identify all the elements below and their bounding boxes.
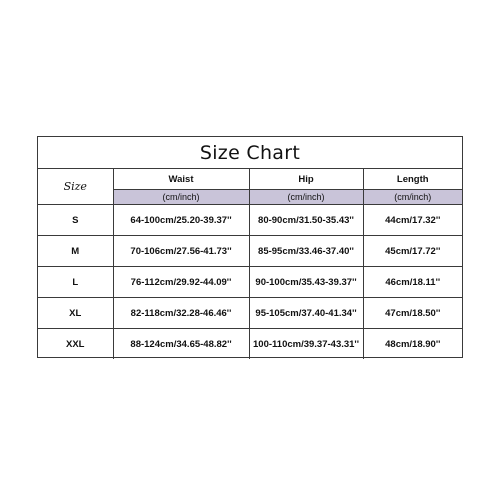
hip-cell: 80-90cm/31.50-35.43'' xyxy=(249,205,363,236)
table-row xyxy=(38,267,462,298)
hip-cell: 90-100cm/35.43-39.37'' xyxy=(249,267,363,298)
length-column-header: Length xyxy=(363,169,462,190)
table-row xyxy=(38,298,462,329)
length-cell: 47cm/18.50'' xyxy=(363,298,462,329)
length-cell: 44cm/17.32'' xyxy=(363,205,462,236)
table-row xyxy=(38,329,462,360)
table-row xyxy=(38,236,462,267)
size-chart xyxy=(37,136,463,358)
length-unit: (cm/inch) xyxy=(363,190,462,205)
hip-cell: 100-110cm/39.37-43.31'' xyxy=(249,329,363,360)
waist-column-header: Waist xyxy=(113,169,249,190)
size-cell: M xyxy=(38,236,113,267)
length-cell: 45cm/17.72'' xyxy=(363,236,462,267)
size-cell: L xyxy=(38,267,113,298)
waist-cell: 70-106cm/27.56-41.73'' xyxy=(113,236,249,267)
waist-cell: 88-124cm/34.65-48.82'' xyxy=(113,329,249,360)
size-cell: XXL xyxy=(38,329,113,360)
hip-cell: 95-105cm/37.40-41.34'' xyxy=(249,298,363,329)
size-column-header: Size xyxy=(38,169,113,205)
waist-unit: (cm/inch) xyxy=(113,190,249,205)
hip-cell: 85-95cm/33.46-37.40'' xyxy=(249,236,363,267)
waist-cell: 82-118cm/32.28-46.46'' xyxy=(113,298,249,329)
chart-title: Size Chart xyxy=(38,137,462,169)
waist-cell: 76-112cm/29.92-44.09'' xyxy=(113,267,249,298)
header-row xyxy=(38,169,462,190)
table-row xyxy=(38,205,462,236)
hip-column-header: Hip xyxy=(249,169,363,190)
length-cell: 48cm/18.90'' xyxy=(363,329,462,360)
size-cell: XL xyxy=(38,298,113,329)
length-cell: 46cm/18.11'' xyxy=(363,267,462,298)
waist-cell: 64-100cm/25.20-39.37'' xyxy=(113,205,249,236)
size-table xyxy=(38,169,462,359)
hip-unit: (cm/inch) xyxy=(249,190,363,205)
size-cell: S xyxy=(38,205,113,236)
